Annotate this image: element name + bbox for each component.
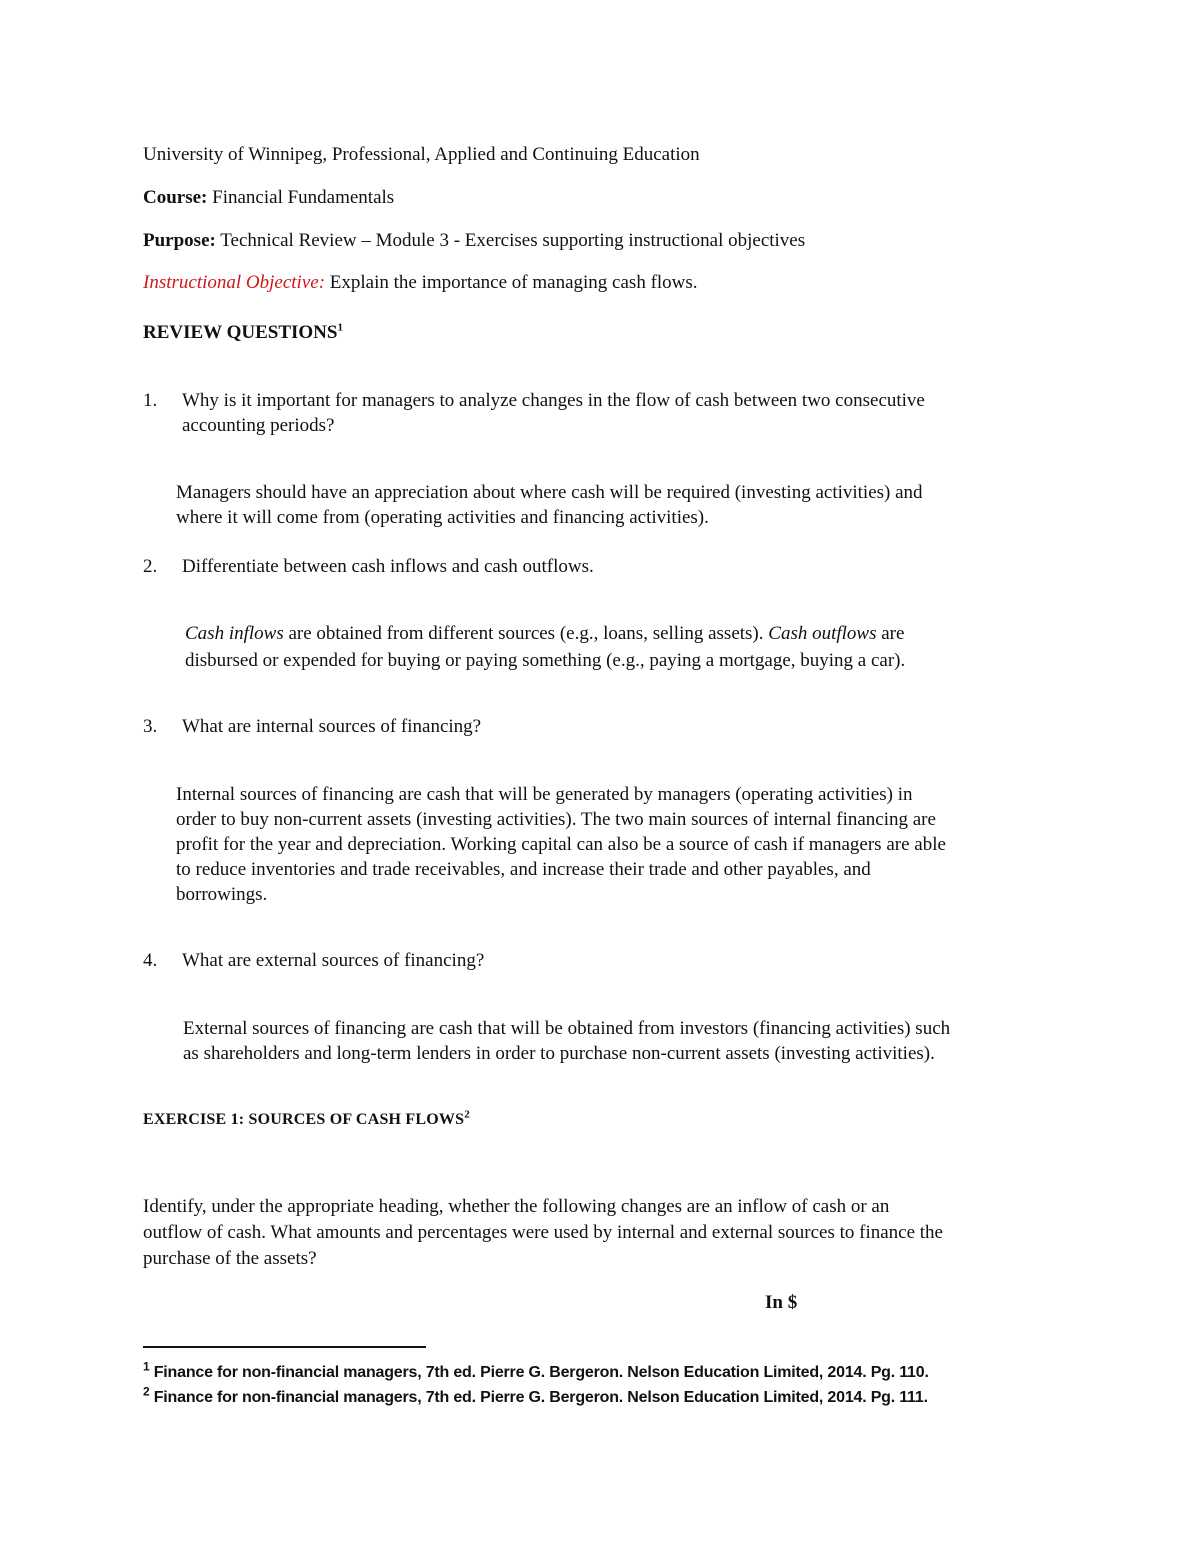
purpose-label: Purpose:: [143, 230, 216, 251]
objective-line: [143, 270, 698, 295]
question-number: 2.: [143, 556, 158, 577]
answer-text: order to buy non-current assets (investing activities). The two main sources of internal financing are: [176, 809, 936, 830]
footnote-separator: [143, 1346, 426, 1348]
review-questions-heading: [143, 320, 343, 345]
purpose-line: [143, 228, 805, 253]
question-number: 3.: [143, 716, 158, 737]
institution-line: University of Winnipeg, Professional, Applied and Continuing Education: [143, 144, 700, 165]
answer-text: profit for the year and depreciation. Working capital can also be a source of cash if managers are able: [176, 834, 946, 855]
term-cash-outflows: Cash outflows: [768, 623, 877, 644]
purpose-value: Technical Review – Module 3 - Exercises supporting instructional objectives: [220, 230, 806, 251]
footnote-2: [143, 1384, 928, 1407]
answer-text: disbursed or expended for buying or paying something (e.g., paying a mortgage, buying a car).: [185, 650, 906, 671]
course-value: Financial Fundamentals: [212, 187, 395, 208]
answer-text: as shareholders and long-term lenders in order to purchase non-current assets (investing activities).: [183, 1043, 935, 1064]
exercise-instructions: purchase of the assets?: [143, 1248, 317, 1269]
footnote-1: [143, 1359, 929, 1382]
review-title: REVIEW QUESTIONS: [143, 322, 338, 343]
exercise-heading: [143, 1108, 470, 1129]
exercise-title: EXERCISE 1: SOURCES OF CASH FLOWS: [143, 1111, 465, 1128]
course-line: [143, 185, 394, 210]
course-label: Course:: [143, 187, 208, 208]
exercise-instructions: outflow of cash. What amounts and percentages were used by internal and external sources to finance the: [143, 1222, 943, 1243]
footnote-ref-2: 2: [464, 1108, 470, 1121]
question-text: Why is it important for managers to analyze changes in the flow of cash between two consecutive: [182, 390, 925, 411]
answer-text: Managers should have an appreciation about where cash will be required (investing activities) and: [176, 482, 923, 503]
answer-text: to reduce inventories and trade receivables, and increase their trade and other payables, and: [176, 859, 871, 880]
question-number: 4.: [143, 950, 158, 971]
answer-fragment: are: [876, 623, 905, 644]
footnote-text: Finance for non-financial managers, 7th ed. Pierre G. Bergeron. Nelson Education Limited, 2014. Pg. 110.: [153, 1364, 929, 1381]
term-cash-inflows: Cash inflows: [185, 623, 284, 644]
footnote-mark: 1: [143, 1359, 150, 1374]
question-text: accounting periods?: [182, 415, 335, 436]
exercise-instructions: Identify, under the appropriate heading, whether the following changes are an inflow of cash or an: [143, 1196, 890, 1217]
answer-text: External sources of financing are cash that will be obtained from investors (financing activities) such: [183, 1018, 951, 1039]
question-text: What are external sources of financing?: [182, 950, 485, 971]
footnote-ref-1: 1: [337, 321, 343, 334]
footnote-text: Finance for non-financial managers, 7th ed. Pierre G. Bergeron. Nelson Education Limited, 2014. Pg. 111.: [153, 1389, 928, 1406]
answer-text: borrowings.: [176, 884, 268, 905]
question-number: 1.: [143, 390, 158, 411]
question-text: What are internal sources of financing?: [182, 716, 482, 737]
question-text: Differentiate between cash inflows and cash outflows.: [182, 556, 594, 577]
unit-label: In $: [765, 1292, 798, 1313]
answer-fragment: are obtained from different sources (e.g., loans, selling assets).: [283, 623, 769, 644]
objective-value: Explain the importance of managing cash flows.: [329, 272, 698, 293]
objective-label: Instructional Objective:: [143, 272, 326, 293]
answer-text: where it will come from (operating activities and financing activities).: [176, 507, 709, 528]
answer-text: Internal sources of financing are cash that will be generated by managers (operating activities) in: [176, 784, 913, 805]
answer-text: [185, 621, 904, 646]
footnote-mark: 2: [143, 1384, 150, 1399]
